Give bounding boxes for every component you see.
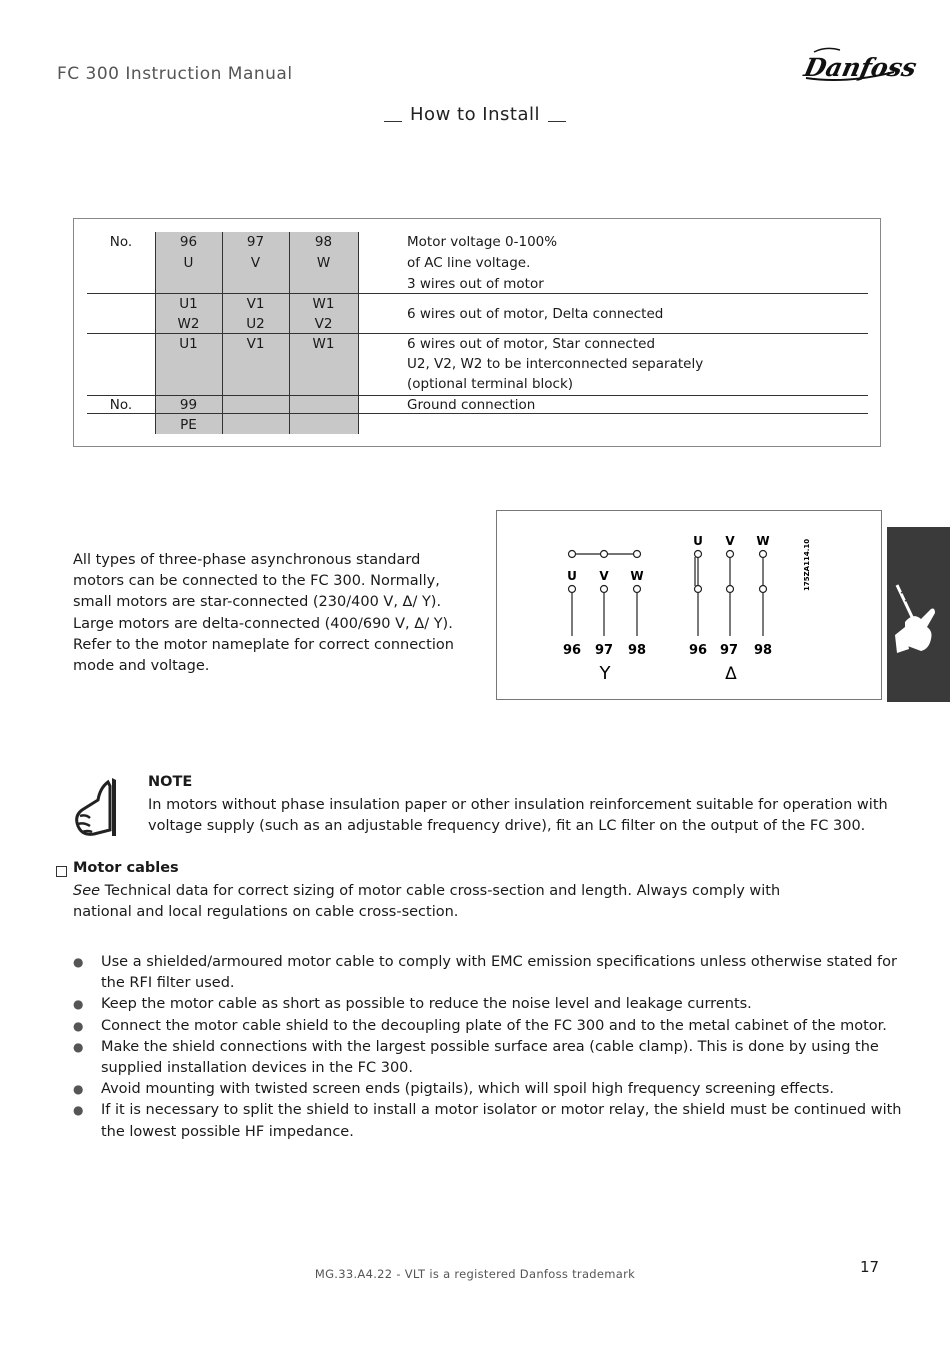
delta-terminal: 98 <box>753 643 773 658</box>
note-text: In motors without phase insulation paper or other insulation reinforcement suitable for operation with voltage supply (such as an adjustable frequency drive), fit an LC filter on the output of the FC 300. <box>148 797 888 835</box>
table-description: Ground connection <box>407 397 536 413</box>
list-item: ● Make the shield connections with the largest possible surface area (cable clamp). This is done by using the supplied installation devices in the FC 300. <box>73 1038 879 1077</box>
table-no-label: No. <box>109 397 133 413</box>
note-heading: NOTE <box>148 774 193 790</box>
bullet-list <box>73 952 903 1143</box>
table-description: 6 wires out of motor, Delta connected <box>407 306 664 322</box>
star-label: W <box>630 569 644 583</box>
delta-terminal: 97 <box>719 643 739 658</box>
table-cell: W1 <box>312 296 335 312</box>
table-cell: 96 <box>179 234 198 250</box>
note-hand-icon <box>72 776 120 840</box>
table-cell: U1 <box>179 336 198 352</box>
table-description: U2, V2, W2 to be interconnected separately <box>407 356 704 372</box>
install-hand-icon <box>887 527 950 702</box>
table-cell: W1 <box>312 336 335 352</box>
star-symbol: Y <box>599 663 611 684</box>
table-no-label: No. <box>109 234 133 250</box>
chapter-tab <box>887 527 950 702</box>
page-footer: MG.33.A4.22 - VLT is a registered Danfoss trademark <box>314 1267 636 1281</box>
star-terminal: 96 <box>562 643 582 658</box>
motor-cables-text: See Technical data for correct sizing of motor cable cross-section and length. Always comply with national and local regulations on cable cross-section. <box>73 883 781 921</box>
table-cell: 99 <box>179 397 198 413</box>
section-checkbox-icon <box>56 866 67 877</box>
list-item: ● Keep the motor cable as short as possible to reduce the noise level and leakage currents. <box>73 996 752 1013</box>
section-title: How to Install <box>0 104 950 125</box>
motor-cables-heading: Motor cables <box>73 860 179 876</box>
delta-symbol: Δ <box>725 664 737 684</box>
svg-text:Danfoss: Danfoss <box>801 52 920 82</box>
table-cell: W2 <box>177 316 200 332</box>
table-cell: 98 <box>314 234 333 250</box>
star-label: V <box>599 569 609 583</box>
table-cell: U2 <box>246 316 265 332</box>
table-cell: V <box>250 255 261 271</box>
danfoss-logo <box>796 42 920 88</box>
list-item: ● If it is necessary to split the shield to install a motor isolator or motor relay, the shield must be continued with the lowest possible HF impedance. <box>73 1102 902 1140</box>
star-terminal: 97 <box>594 643 614 658</box>
table-description: 6 wires out of motor, Star connected <box>407 336 656 352</box>
table-cell: V1 <box>246 296 265 312</box>
table-cell: W <box>316 255 331 271</box>
star-terminal: 98 <box>627 643 647 658</box>
list-item: ● Use a shielded/armoured motor cable to comply with EMC emission specifications unless otherwise stated for the RFI filter used. <box>73 954 897 992</box>
table-cell: PE <box>180 417 197 433</box>
table-cell: V2 <box>314 316 333 332</box>
table-cell: U1 <box>179 296 198 312</box>
delta-label: V <box>725 534 735 548</box>
wiring-diagram <box>496 510 882 700</box>
delta-label: W <box>756 534 770 548</box>
table-description: of AC line voltage. <box>407 255 531 271</box>
page-number: 17 <box>860 1258 880 1276</box>
star-label: U <box>567 569 577 583</box>
table-cell: U <box>183 255 194 271</box>
manual-title: FC 300 Instruction Manual <box>57 64 293 84</box>
table-description: Motor voltage 0-100% <box>407 234 558 250</box>
motor-connection-paragraph: All types of three-phase asynchronous standard motors can be connected to the FC 300. Normally, small motors are star-connected (230/400 V, Δ/ Y). Large motors are delta-connected (400/690 V, Δ/ Y). Refer to the motor nameplate for correct connection mode and voltage. <box>73 552 454 675</box>
delta-terminal: 96 <box>688 643 708 658</box>
diagram-code: 175ZA114.10 <box>803 538 811 591</box>
table-cell: 97 <box>246 234 265 250</box>
list-item: ● Avoid mounting with twisted screen ends (pigtails), which will spoil high frequency screening effects. <box>73 1081 834 1098</box>
table-description: (optional terminal block) <box>407 376 574 392</box>
table-cell: V1 <box>246 336 265 352</box>
delta-label: U <box>693 534 703 548</box>
list-item: ● Connect the motor cable shield to the decoupling plate of the FC 300 and to the metal cabinet of the motor. <box>73 1017 887 1034</box>
table-description: 3 wires out of motor <box>407 276 544 292</box>
